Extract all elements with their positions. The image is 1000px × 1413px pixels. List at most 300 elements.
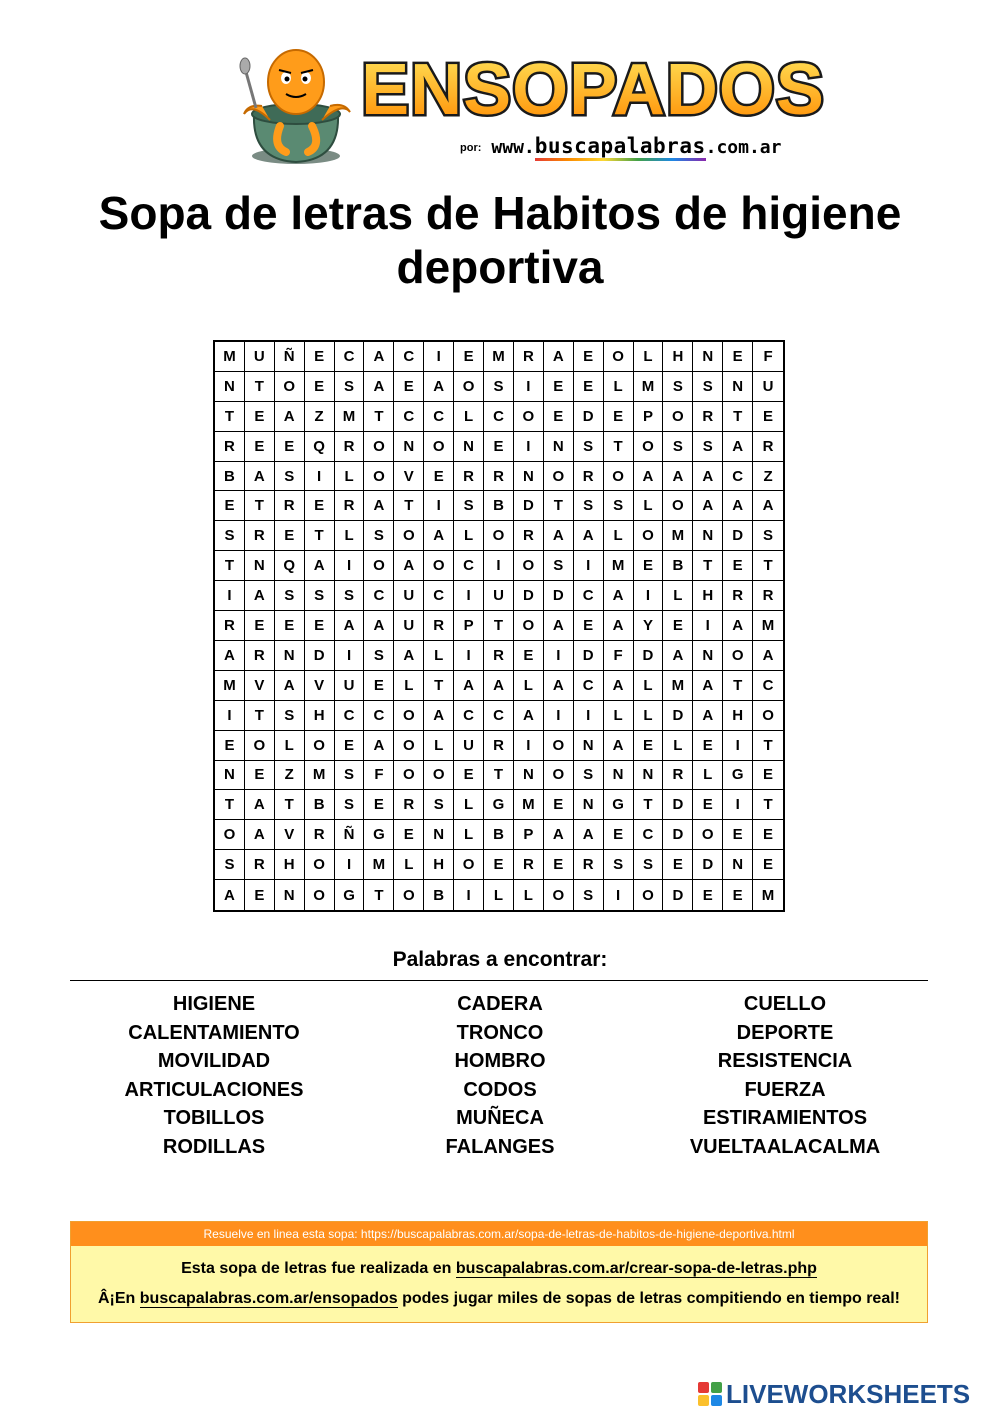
grid-cell: A [693, 491, 723, 521]
grid-cell: R [484, 462, 514, 492]
grid-cell: T [424, 671, 454, 701]
grid-cell: N [693, 521, 723, 551]
grid-cell: A [454, 671, 484, 701]
footer-created-line [71, 1260, 927, 1278]
grid-cell: O [215, 820, 245, 850]
word-item: ARTICULACIONES [124, 1078, 304, 1101]
word-item: RESISTENCIA [717, 1050, 853, 1073]
grid-cell: O [424, 432, 454, 462]
grid-cell: E [604, 820, 634, 850]
grid-cell: S [484, 372, 514, 402]
grid-cell: M [364, 850, 394, 880]
grid-cell: E [723, 880, 753, 910]
grid-cell: R [484, 641, 514, 671]
grid-cell: M [215, 342, 245, 372]
grid-cell: N [693, 641, 723, 671]
word-item: CODOS [463, 1078, 537, 1101]
grid-cell: A [753, 641, 783, 671]
grid-cell: S [335, 581, 365, 611]
grid-cell: A [663, 641, 693, 671]
grid-cell: L [693, 761, 723, 791]
grid-cell: I [514, 372, 544, 402]
grid-cell: I [484, 551, 514, 581]
grid-cell: O [364, 462, 394, 492]
grid-cell: R [454, 462, 484, 492]
grid-cell: I [604, 880, 634, 910]
grid-cell: O [305, 880, 335, 910]
grid-cell: R [514, 521, 544, 551]
liveworksheets-text: LIVEWORKSHEETS [726, 1378, 971, 1409]
grid-cell: C [634, 820, 664, 850]
grid-cell: O [723, 641, 753, 671]
grid-cell: T [544, 491, 574, 521]
grid-cell: N [723, 372, 753, 402]
grid-cell: E [634, 551, 664, 581]
grid-cell: N [604, 761, 634, 791]
grid-cell: I [335, 551, 365, 581]
grid-cell: C [723, 462, 753, 492]
byline-domain: buscapalabras [535, 134, 706, 161]
grid-cell: V [275, 820, 305, 850]
grid-cell: E [544, 402, 574, 432]
solve-online-banner[interactable]: Resuelve en linea esta sopa: https://buscapalabras.com.ar/sopa-de-letras-de-habitos-de-higiene-deportiva.html [71, 1222, 927, 1246]
grid-cell: G [484, 790, 514, 820]
grid-cell: L [634, 701, 664, 731]
grid-cell: T [364, 402, 394, 432]
grid-cell: N [215, 761, 245, 791]
grid-cell: R [753, 432, 783, 462]
grid-cell: L [514, 880, 544, 910]
grid-cell: A [215, 641, 245, 671]
grid-cell: E [394, 372, 424, 402]
grid-cell: D [574, 402, 604, 432]
grid-cell: I [574, 551, 604, 581]
grid-cell: T [723, 671, 753, 701]
grid-cell: T [753, 551, 783, 581]
grid-cell: L [454, 402, 484, 432]
grid-cell: L [604, 521, 634, 551]
grid-cell: O [484, 521, 514, 551]
grid-cell: N [275, 641, 305, 671]
ensopados-link[interactable]: buscapalabras.com.ar/ensopados [139, 1290, 398, 1307]
grid-cell: O [514, 402, 544, 432]
grid-cell: E [574, 342, 604, 372]
grid-cell: S [335, 790, 365, 820]
grid-cell: N [245, 551, 275, 581]
grid-cell: O [663, 402, 693, 432]
grid-cell: O [454, 850, 484, 880]
grid-cell: D [514, 581, 544, 611]
grid-cell: A [514, 701, 544, 731]
word-item: DEPORTE [736, 1021, 834, 1044]
grid-cell: R [245, 850, 275, 880]
grid-cell: A [215, 880, 245, 910]
grid-cell: D [634, 641, 664, 671]
word-list-column-3 [635, 990, 935, 1162]
grid-cell: D [305, 641, 335, 671]
grid-cell: M [761, 886, 775, 904]
grid-cell: I [424, 342, 454, 372]
grid-cell: I [723, 731, 753, 761]
grid-cell: G [604, 790, 634, 820]
byline-www: www. [491, 137, 535, 158]
grid-cell: U [245, 342, 275, 372]
ensopados-logo [361, 48, 825, 130]
grid-cell: R [484, 731, 514, 761]
grid-cell: A [394, 641, 424, 671]
grid-cell: P [634, 402, 664, 432]
grid-cell: T [723, 402, 753, 432]
grid-cell: C [424, 581, 454, 611]
grid-cell: R [574, 462, 604, 492]
grid-cell: H [723, 701, 753, 731]
grid-cell: R [574, 850, 604, 880]
grid-cell: T [394, 491, 424, 521]
liveworksheets-watermark [698, 1380, 970, 1408]
grid-cell: L [604, 372, 634, 402]
grid-cell: O [394, 701, 424, 731]
grid-cell: E [693, 731, 723, 761]
grid-cell: S [544, 551, 574, 581]
grid-cell: F [604, 641, 634, 671]
grid-cell: L [454, 521, 484, 551]
grid-cell: R [514, 850, 544, 880]
grid-cell: L [424, 641, 454, 671]
grid-cell: E [484, 432, 514, 462]
grid-cell: S [574, 432, 604, 462]
footer-ensopados-suffix: podes jugar miles de sopas de letras compitiendo en tiempo real! [397, 1290, 900, 1307]
grid-cell: A [484, 671, 514, 701]
grid-cell: C [454, 701, 484, 731]
grid-cell: A [544, 820, 574, 850]
grid-cell: T [604, 432, 634, 462]
grid-cell: E [305, 611, 335, 641]
grid-cell: H [275, 850, 305, 880]
grid-cell: S [215, 521, 245, 551]
grid-cell: N [424, 820, 454, 850]
grid-cell: A [604, 671, 634, 701]
grid-cell: M [753, 611, 783, 641]
grid-cell: A [604, 731, 634, 761]
grid-cell: E [305, 491, 335, 521]
create-puzzle-link[interactable]: buscapalabras.com.ar/crear-sopa-de-letras.php [455, 1260, 817, 1277]
grid-cell: C [394, 342, 424, 372]
grid-cell: A [723, 611, 753, 641]
grid-cell: A [364, 731, 394, 761]
grid-cell: O [275, 372, 305, 402]
grid-cell: V [394, 462, 424, 492]
grid-cell: A [693, 462, 723, 492]
grid-cell: E [753, 761, 783, 791]
grid-cell: N [574, 731, 604, 761]
liveworksheets-logo-icon [698, 1382, 722, 1406]
grid-cell: A [604, 611, 634, 641]
word-item: VUELTAALACALMA [689, 1135, 881, 1158]
grid-cell: D [514, 491, 544, 521]
grid-cell: A [544, 671, 574, 701]
byline-prefix: por: [460, 142, 482, 154]
word-item: FUERZA [744, 1078, 826, 1101]
grid-cell: B [484, 820, 514, 850]
grid-cell: T [245, 372, 275, 402]
grid-cell: U [394, 611, 424, 641]
grid-cell: I [335, 850, 365, 880]
word-item: CADERA [457, 993, 543, 1015]
grid-cell: B [215, 462, 245, 492]
grid-cell: D [663, 880, 693, 910]
grid-cell: P [514, 820, 544, 850]
word-item: HIGIENE [172, 993, 256, 1015]
words-heading: Palabras a encontrar: [392, 948, 608, 971]
grid-cell: A [574, 820, 604, 850]
grid-cell: U [753, 372, 783, 402]
grid-cell: E [693, 880, 723, 910]
grid-cell: L [484, 880, 514, 910]
grid-cell: S [305, 581, 335, 611]
grid-cell: A [364, 611, 394, 641]
grid-cell: S [275, 701, 305, 731]
grid-cell: S [424, 790, 454, 820]
grid-cell: I [215, 701, 245, 731]
grid-cell: O [424, 551, 454, 581]
grid-cell: E [305, 342, 335, 372]
grid-cell: M [663, 671, 693, 701]
grid-cell: O [424, 761, 454, 791]
grid-cell: D [574, 641, 604, 671]
footer-box [70, 1221, 928, 1323]
grid-cell: U [335, 671, 365, 701]
grid-cell: I [693, 611, 723, 641]
grid-cell: S [335, 372, 365, 402]
grid-cell: D [693, 850, 723, 880]
grid-cell: M [484, 342, 514, 372]
word-item: CUELLO [743, 993, 827, 1015]
grid-cell: R [693, 402, 723, 432]
grid-cell: E [275, 611, 305, 641]
grid-cell: N [514, 761, 544, 791]
grid-cell: E [723, 342, 753, 372]
grid-cell: C [484, 701, 514, 731]
grid-cell: E [364, 671, 394, 701]
grid-cell: L [394, 850, 424, 880]
grid-cell: L [394, 671, 424, 701]
grid-cell: O [364, 551, 394, 581]
word-item: ESTIRAMIENTOS [702, 1107, 868, 1130]
grid-cell: O [544, 731, 574, 761]
word-item: MOVILIDAD [157, 1050, 271, 1073]
grid-cell: A [693, 671, 723, 701]
grid-cell: O [394, 880, 424, 910]
grid-cell: L [634, 491, 664, 521]
grid-cell: E [245, 432, 275, 462]
grid-cell: O [544, 761, 574, 791]
grid-cell: T [215, 790, 245, 820]
grid-cell: E [335, 731, 365, 761]
grid-cell: O [394, 521, 424, 551]
grid-cell: U [394, 581, 424, 611]
grid-cell: T [753, 790, 783, 820]
grid-cell: M [335, 402, 365, 432]
grid-cell: I [723, 790, 753, 820]
grid-cell: E [394, 820, 424, 850]
octopus-mascot-icon [232, 42, 362, 168]
grid-cell: A [364, 342, 394, 372]
grid-cell: T [753, 731, 783, 761]
grid-cell: B [424, 880, 454, 910]
grid-cell: S [604, 491, 634, 521]
grid-cell: A [424, 372, 454, 402]
grid-cell: V [305, 671, 335, 701]
grid-cell: O [544, 462, 574, 492]
grid-cell: E [753, 820, 783, 850]
grid-cell: C [753, 671, 783, 701]
grid-cell: A [245, 790, 275, 820]
grid-cell: A [364, 372, 394, 402]
grid-cell: C [364, 581, 394, 611]
grid-cell: S [364, 641, 394, 671]
grid-cell: G [335, 880, 365, 910]
grid-cell: P [454, 611, 484, 641]
letter-grid [213, 340, 785, 912]
footer-created-text: Esta sopa de letras fue realizada en [181, 1260, 456, 1277]
grid-cell: V [245, 671, 275, 701]
grid-cell: B [484, 491, 514, 521]
grid-cell: I [454, 880, 484, 910]
grid-cell: E [454, 761, 484, 791]
grid-cell: C [364, 701, 394, 731]
grid-cell: E [663, 850, 693, 880]
grid-cell: E [484, 850, 514, 880]
grid-cell: A [753, 491, 783, 521]
word-item: FALANGES [445, 1135, 555, 1158]
grid-cell: B [305, 790, 335, 820]
grid-cell: I [574, 701, 604, 731]
grid-cell: A [394, 551, 424, 581]
grid-cell: Q [305, 432, 335, 462]
site-byline [460, 134, 781, 158]
grid-cell: T [215, 402, 245, 432]
lw-square-3 [698, 1395, 709, 1406]
grid-cell: T [634, 790, 664, 820]
grid-cell: A [544, 521, 574, 551]
grid-cell: E [723, 551, 753, 581]
grid-cell: R [305, 820, 335, 850]
grid-cell: A [634, 462, 664, 492]
grid-cell: R [335, 491, 365, 521]
grid-cell: A [275, 671, 305, 701]
grid-cell: D [663, 790, 693, 820]
grid-cell: Ñ [335, 820, 365, 850]
grid-cell: O [604, 342, 634, 372]
grid-cell: A [693, 701, 723, 731]
grid-cell: E [245, 761, 275, 791]
grid-cell: S [693, 432, 723, 462]
word-list-column-2 [350, 990, 650, 1162]
lw-square-2 [711, 1382, 722, 1393]
grid-cell: T [275, 790, 305, 820]
grid-cell: C [574, 581, 604, 611]
svg-text:ENSOPADOS: ENSOPADOS [361, 50, 825, 130]
grid-cell: H [305, 701, 335, 731]
grid-cell: I [215, 581, 245, 611]
grid-cell: S [693, 372, 723, 402]
grid-cell: I [424, 491, 454, 521]
grid-cell: A [424, 701, 454, 731]
grid-cell: A [663, 462, 693, 492]
grid-cell: O [634, 880, 664, 910]
grid-cell: O [663, 491, 693, 521]
grid-cell: S [574, 761, 604, 791]
grid-cell: N [634, 761, 664, 791]
grid-cell: O [245, 731, 275, 761]
grid-cell: S [275, 462, 305, 492]
grid-cell: G [723, 761, 753, 791]
grid-cell: L [454, 790, 484, 820]
grid-cell: L [335, 462, 365, 492]
word-item: CALENTAMIENTO [128, 1021, 300, 1044]
grid-cell: E [364, 790, 394, 820]
grid-cell: I [514, 432, 544, 462]
grid-cell: C [574, 671, 604, 701]
grid-cell: E [604, 402, 634, 432]
grid-cell: E [544, 790, 574, 820]
grid-cell: A [275, 402, 305, 432]
grid-cell: U [484, 581, 514, 611]
grid-cell: E [215, 491, 245, 521]
grid-cell: M [215, 671, 245, 701]
grid-cell: R [335, 432, 365, 462]
grid-cell: E [753, 850, 783, 880]
grid-cell: A [723, 432, 753, 462]
grid-cell: E [574, 372, 604, 402]
grid-cell: A [335, 611, 365, 641]
grid-cell: S [574, 880, 604, 910]
grid-cell: T [245, 491, 275, 521]
grid-cell: O [514, 551, 544, 581]
grid-cell: S [454, 491, 484, 521]
grid-cell: E [275, 432, 305, 462]
grid-cell: N [454, 432, 484, 462]
grid-cell: E [275, 521, 305, 551]
grid-cell: S [663, 432, 693, 462]
grid-cell: C [335, 342, 365, 372]
grid-cell: R [663, 761, 693, 791]
grid-cell: Q [275, 551, 305, 581]
grid-cell: L [634, 671, 664, 701]
grid-cell: S [335, 761, 365, 791]
grid-cell: L [275, 731, 305, 761]
grid-cell: S [574, 491, 604, 521]
grid-cell: N [544, 432, 574, 462]
grid-cell: E [245, 611, 275, 641]
grid-cell: E [574, 611, 604, 641]
grid-cell: O [514, 611, 544, 641]
grid-cell: C [394, 402, 424, 432]
lw-square-1 [698, 1382, 709, 1393]
grid-cell: H [693, 581, 723, 611]
grid-cell: L [604, 701, 634, 731]
word-item: HOMBRO [454, 1050, 546, 1073]
grid-cell: I [544, 641, 574, 671]
grid-cell: T [245, 701, 275, 731]
grid-cell: Z [753, 462, 783, 492]
grid-cell: E [723, 820, 753, 850]
grid-cell: R [275, 491, 305, 521]
grid-cell: O [544, 880, 574, 910]
grid-cell: T [484, 611, 514, 641]
grid-cell: N [693, 342, 723, 372]
grid-cell: S [275, 581, 305, 611]
